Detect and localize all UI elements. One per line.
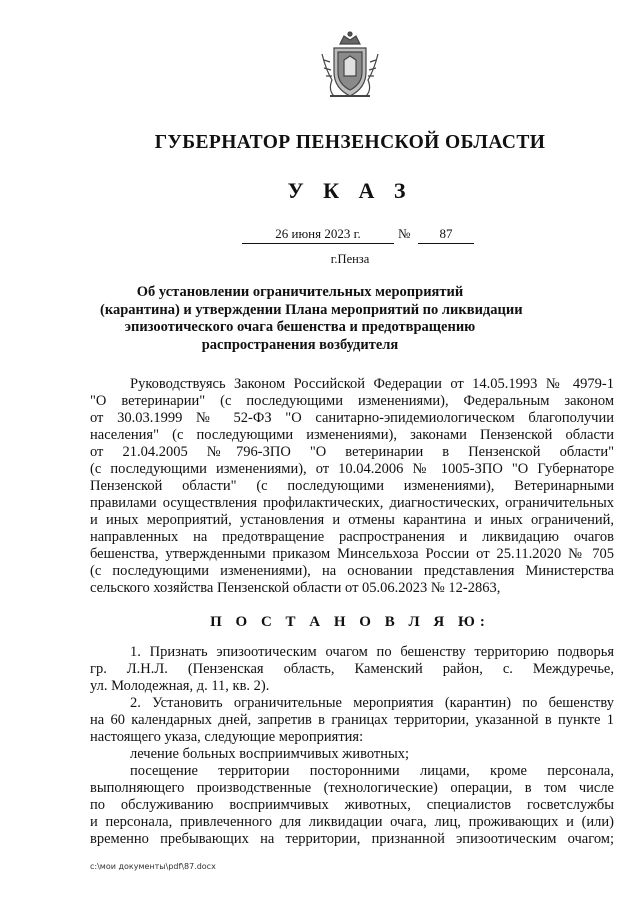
text-line: Руководствуясь Законом Российской Федерации от 14.05.1993 № 4979-1 (130, 376, 614, 392)
text-line: и персонала, привлеченного для ликвидации очага, лиц, проживающих и (или) (90, 814, 614, 830)
text-line: правилами осуществления профилактических, диагностических, ограничительных (90, 495, 614, 511)
text-line: бешенства, утвержденными приказом Минсельхоза России от 25.11.2020 № 705 (90, 546, 614, 562)
number-sign: № (398, 226, 411, 241)
document-date: 26 июня 2023 г. (242, 226, 394, 244)
title-line: Об установлении ограничительных мероприятий (136, 284, 464, 300)
text-line: выполняющего производственные (технологические) операции, в том числе (90, 780, 614, 796)
file-path-footer: c:\мои документы\pdf\87.docx (90, 862, 216, 871)
text-line: и иных мероприятий, установления и отмены карантина и иных ограничений, (90, 512, 614, 528)
text-line: посещение территории посторонними лицами, кроме персонала, (130, 763, 614, 779)
text-line: временно пребывающих на территории, признанной эпизоотическим очагом; (90, 831, 614, 847)
text-line: гр. Л.Н.Л. (Пензенская область, Каменский район, с. Междуречье, (90, 661, 614, 677)
place-of-issue: г.Пенза (330, 252, 370, 266)
text-line: настоящего указа, следующие мероприятия: (90, 729, 364, 745)
text-line: (с последующими изменениями), от 10.04.2006 № 1005-ЗПО "О Губернаторе (90, 461, 614, 477)
text-line: направленных на предотвращение распространения и ликвидацию очагов (90, 529, 614, 545)
title-line: (карантина) и утверждении Плана мероприятий по ликвидации (100, 301, 523, 318)
date-number-line (0, 226, 640, 246)
title-line: распространения возбудителя (201, 336, 399, 353)
text-line: на 60 календарных дней, запретив в границах территории, указанной в пункте 1 (90, 712, 614, 728)
preamble-paragraph (90, 376, 614, 597)
decree-heading: П О С Т А Н О В Л Я Ю: (210, 614, 490, 630)
document-type: У К А З (287, 178, 413, 203)
document-number: 87 (418, 226, 474, 244)
issuing-authority: ГУБЕРНАТОР ПЕНЗЕНСКОЙ ОБЛАСТИ (154, 132, 546, 153)
text-line: лечение больных восприимчивых животных; (130, 746, 409, 762)
text-line: от 30.03.1999 № 52-ФЗ "О санитарно-эпидемиологическом благополучии (90, 410, 614, 426)
coat-of-arms-icon (318, 30, 382, 102)
text-line: (с последующими изменениями), на основании представления Министерства (90, 563, 614, 579)
text-line: ул. Молодежная, д. 11, кв. 2). (90, 678, 270, 694)
text-line: сельского хозяйства Пензенской области от 05.06.2023 № 12-2863, (90, 580, 501, 596)
document-title (100, 284, 523, 354)
text-line: 2. Установить ограничительные мероприятия (карантин) по бешенству (130, 695, 614, 711)
decree-items (90, 644, 614, 848)
title-line: эпизоотического очага бешенства и предотвращению (124, 319, 476, 335)
text-line: Пензенской области" (с последующими изменениями), Ветеринарными (90, 478, 614, 494)
text-line: по обслуживанию восприимчивых животных, специалистов госветслужбы (90, 797, 614, 813)
text-line: "О ветеринарии" (с последующими изменениями), Федеральным законом (90, 393, 614, 409)
text-line: населения" (с последующими изменениями), законами Пензенской области (90, 427, 614, 443)
text-line: от 21.04.2005 №796-ЗПО "О ветеринарии в Пензенской области" (90, 444, 614, 460)
text-line: 1. Признать эпизоотическим очагом по бешенству территорию подворья (130, 644, 614, 660)
